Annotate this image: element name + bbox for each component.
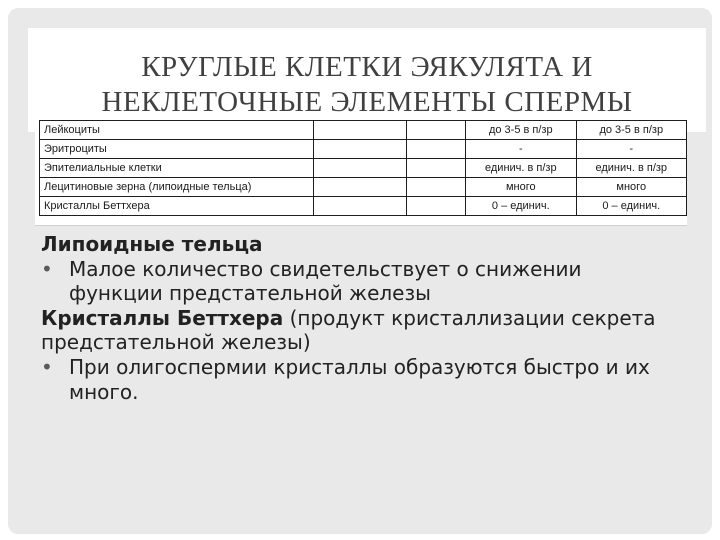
slide-title xyxy=(28,50,706,120)
table-cell-value: много xyxy=(576,178,686,197)
table-cell-value: до 3-5 в п/зр xyxy=(576,121,686,140)
table-cell-empty xyxy=(314,178,407,197)
table-cell-name: Эритроциты xyxy=(40,140,314,159)
table-cell-name: Лецитиновые зерна (липоидные тельца) xyxy=(40,178,314,197)
slide-body xyxy=(41,232,681,404)
slide-title-line-1: КРУГЛЫЕ КЛЕТКИ ЭЯКУЛЯТА И xyxy=(141,51,593,83)
table-cell-value: единич. в п/зр xyxy=(576,159,686,178)
table-cell-empty xyxy=(407,140,466,159)
table-cell-value: - xyxy=(466,140,576,159)
table-cell-name: Кристаллы Беттхера xyxy=(40,197,314,216)
table-cell-name: Лейкоциты xyxy=(40,121,314,140)
heading-boettcher-crystals: Кристаллы Беттхера xyxy=(41,305,284,330)
table-cell-value: - xyxy=(576,140,686,159)
bullet-text: Малое количество свидетельствует о снижении функции предстательной железы xyxy=(69,256,582,306)
bullet-item xyxy=(41,355,681,404)
heading-lipoid-bodies: Липоидные тельца xyxy=(41,232,263,256)
bullet-icon: • xyxy=(41,256,53,281)
table-cell-name: Эпителиальные клетки xyxy=(40,159,314,178)
table-cell-empty xyxy=(407,197,466,216)
slide-title-line-2: НЕКЛЕТОЧНЫЕ ЭЛЕМЕНТЫ СПЕРМЫ xyxy=(101,86,633,118)
table-cell-empty xyxy=(314,121,407,140)
bullet-text: При олигоспермии кристаллы образуются быстро и их много. xyxy=(69,354,650,404)
table-cell-empty xyxy=(407,178,466,197)
reference-table xyxy=(39,120,687,216)
table-row xyxy=(40,178,687,197)
table-cell-empty xyxy=(314,159,407,178)
table-cell-value: 0 – единич. xyxy=(466,197,576,216)
table-cell-value: много xyxy=(466,178,576,197)
paragraph-boettcher-crystals xyxy=(41,306,681,355)
table-cell-value: до 3-5 в п/зр xyxy=(466,121,576,140)
title-box xyxy=(28,28,706,132)
table-cell-empty xyxy=(314,140,407,159)
table-cell-empty xyxy=(407,121,466,140)
table-row xyxy=(40,121,687,140)
table-cell-value: единич. в п/зр xyxy=(466,159,576,178)
bullet-item xyxy=(41,257,681,306)
paragraph-text: (продукт кристаллизации секрета предстательной железы) xyxy=(41,305,656,355)
table-cell-empty xyxy=(314,197,407,216)
bullet-icon: • xyxy=(41,354,53,379)
reference-table-image xyxy=(35,120,687,226)
table-row xyxy=(40,197,687,216)
table-cell-empty xyxy=(407,159,466,178)
table-cell-value: 0 – единич. xyxy=(576,197,686,216)
table-row xyxy=(40,159,687,178)
table-row xyxy=(40,140,687,159)
